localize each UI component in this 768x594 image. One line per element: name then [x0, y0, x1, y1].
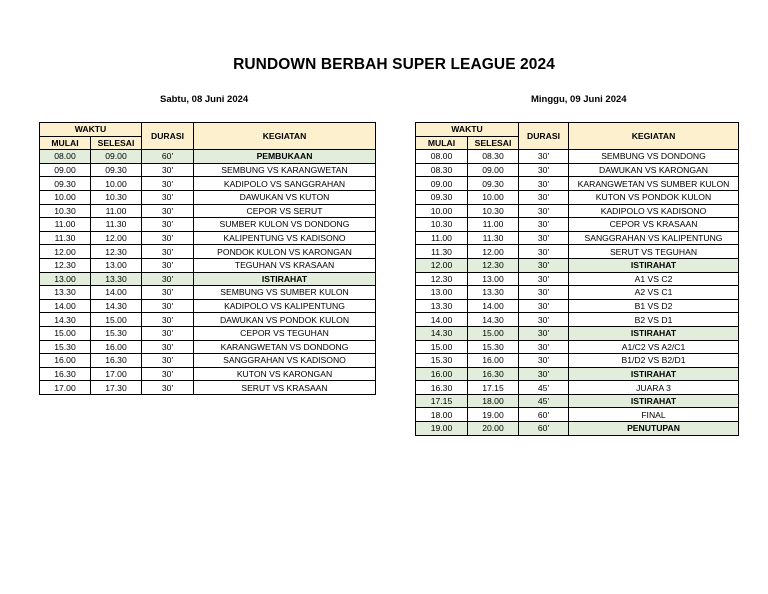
selesai-cell: 11.30 — [468, 231, 519, 245]
selesai-cell: 13.00 — [468, 272, 519, 286]
table-row — [40, 354, 376, 368]
mulai-cell: 10.00 — [40, 190, 91, 204]
selesai-cell: 16.00 — [468, 354, 519, 368]
selesai-cell: 12.00 — [468, 245, 519, 259]
kegiatan-cell: A1 VS C2 — [569, 272, 739, 286]
selesai-cell: 09.30 — [91, 163, 142, 177]
table-row — [40, 272, 376, 286]
kegiatan-cell: ISTIRAHAT — [569, 367, 739, 381]
selesai-cell: 12.30 — [468, 258, 519, 272]
table-row — [40, 218, 376, 232]
durasi-cell: 30' — [142, 367, 194, 381]
durasi-cell: 30' — [142, 204, 194, 218]
mulai-cell: 15.00 — [40, 326, 91, 340]
durasi-header: DURASI — [519, 123, 569, 150]
table-row — [40, 190, 376, 204]
selesai-cell: 13.30 — [91, 272, 142, 286]
table-row — [40, 313, 376, 327]
durasi-cell: 30' — [519, 177, 569, 191]
kegiatan-cell: TEGUHAN VS KRASAAN — [194, 258, 376, 272]
selesai-cell: 15.00 — [91, 313, 142, 327]
mulai-cell: 16.00 — [40, 354, 91, 368]
selesai-cell: 11.30 — [91, 218, 142, 232]
durasi-cell: 30' — [519, 367, 569, 381]
kegiatan-cell: KUTON VS KARONGAN — [194, 367, 376, 381]
selesai-cell: 17.15 — [468, 381, 519, 395]
selesai-cell: 20.00 — [468, 422, 519, 436]
kegiatan-cell: PENUTUPAN — [569, 422, 739, 436]
selesai-cell: 16.30 — [91, 354, 142, 368]
mulai-cell: 11.30 — [416, 245, 468, 259]
selesai-cell: 12.30 — [91, 245, 142, 259]
kegiatan-cell: KARANGWETAN VS DONDONG — [194, 340, 376, 354]
kegiatan-cell: SEMBUNG VS KARANGWETAN — [194, 163, 376, 177]
table-row — [416, 204, 739, 218]
day1-table-body — [40, 150, 376, 395]
mulai-cell: 14.00 — [40, 299, 91, 313]
selesai-cell: 14.00 — [91, 286, 142, 300]
durasi-cell: 45' — [519, 394, 569, 408]
mulai-cell: 11.00 — [416, 231, 468, 245]
durasi-cell: 30' — [519, 204, 569, 218]
selesai-cell: 13.00 — [91, 258, 142, 272]
selesai-cell: 09.30 — [468, 177, 519, 191]
kegiatan-cell: DAWUKAN VS KUTON — [194, 190, 376, 204]
table-row — [416, 286, 739, 300]
durasi-cell: 60' — [142, 150, 194, 164]
table-row — [40, 245, 376, 259]
durasi-cell: 30' — [519, 340, 569, 354]
kegiatan-cell: KUTON VS PONDOK KULON — [569, 190, 739, 204]
durasi-cell: 30' — [142, 258, 194, 272]
mulai-cell: 09.00 — [40, 163, 91, 177]
selesai-cell: 08.30 — [468, 150, 519, 164]
mulai-cell: 15.00 — [416, 340, 468, 354]
day1-date: Sabtu, 08 Juni 2024 — [160, 94, 249, 105]
kegiatan-cell: CEPOR VS KRASAAN — [569, 218, 739, 232]
durasi-cell: 30' — [142, 245, 194, 259]
table-row — [416, 313, 739, 327]
durasi-cell: 30' — [142, 381, 194, 395]
mulai-cell: 12.30 — [40, 258, 91, 272]
mulai-cell: 16.30 — [40, 367, 91, 381]
selesai-cell: 09.00 — [91, 150, 142, 164]
kegiatan-cell: B2 VS D1 — [569, 313, 739, 327]
table-row — [416, 231, 739, 245]
durasi-cell: 30' — [519, 326, 569, 340]
table-row — [416, 367, 739, 381]
mulai-cell: 16.30 — [416, 381, 468, 395]
mulai-cell: 13.30 — [40, 286, 91, 300]
mulai-cell: 08.00 — [40, 150, 91, 164]
mulai-header: MULAI — [416, 136, 468, 150]
kegiatan-cell: ISTIRAHAT — [569, 326, 739, 340]
table-row — [40, 381, 376, 395]
table-row — [40, 367, 376, 381]
mulai-cell: 08.30 — [416, 163, 468, 177]
kegiatan-cell: KARANGWETAN VS SUMBER KULON — [569, 177, 739, 191]
waktu-header: WAKTU — [40, 123, 142, 137]
table-header-row — [40, 123, 376, 137]
mulai-cell: 19.00 — [416, 422, 468, 436]
kegiatan-cell: SERUT VS TEGUHAN — [569, 245, 739, 259]
table-row — [416, 408, 739, 422]
kegiatan-cell: CEPOR VS TEGUHAN — [194, 326, 376, 340]
kegiatan-cell: KALIPENTUNG VS KADISONO — [194, 231, 376, 245]
table-row — [416, 340, 739, 354]
mulai-cell: 11.30 — [40, 231, 91, 245]
mulai-cell: 15.30 — [40, 340, 91, 354]
table-row — [40, 177, 376, 191]
kegiatan-cell: DAWUKAN VS PONDOK KULON — [194, 313, 376, 327]
mulai-cell: 14.00 — [416, 313, 468, 327]
waktu-header: WAKTU — [416, 123, 519, 137]
durasi-cell: 30' — [142, 354, 194, 368]
durasi-cell: 30' — [519, 258, 569, 272]
mulai-cell: 17.15 — [416, 394, 468, 408]
table-row — [416, 218, 739, 232]
mulai-cell: 12.00 — [40, 245, 91, 259]
selesai-header: SELESAI — [468, 136, 519, 150]
mulai-cell: 13.30 — [416, 299, 468, 313]
mulai-cell: 16.00 — [416, 367, 468, 381]
kegiatan-cell: B1 VS D2 — [569, 299, 739, 313]
page-title: RUNDOWN BERBAH SUPER LEAGUE 2024 — [233, 56, 555, 73]
table-row — [416, 326, 739, 340]
kegiatan-cell: DAWUKAN VS KARONGAN — [569, 163, 739, 177]
mulai-cell: 13.00 — [40, 272, 91, 286]
kegiatan-cell: CEPOR VS SERUT — [194, 204, 376, 218]
mulai-cell: 08.00 — [416, 150, 468, 164]
selesai-cell: 10.00 — [468, 190, 519, 204]
table-row — [40, 150, 376, 164]
durasi-cell: 30' — [142, 340, 194, 354]
mulai-cell: 13.00 — [416, 286, 468, 300]
selesai-cell: 17.00 — [91, 367, 142, 381]
durasi-cell: 30' — [519, 272, 569, 286]
table-row — [416, 245, 739, 259]
durasi-cell: 30' — [142, 326, 194, 340]
table-row — [40, 258, 376, 272]
durasi-cell: 30' — [519, 286, 569, 300]
durasi-cell: 30' — [519, 299, 569, 313]
table-row — [40, 286, 376, 300]
mulai-cell: 11.00 — [40, 218, 91, 232]
durasi-cell: 30' — [519, 218, 569, 232]
selesai-cell: 16.00 — [91, 340, 142, 354]
mulai-cell: 10.30 — [40, 204, 91, 218]
selesai-cell: 09.00 — [468, 163, 519, 177]
kegiatan-cell: KADIPOLO VS KALIPENTUNG — [194, 299, 376, 313]
selesai-cell: 19.00 — [468, 408, 519, 422]
selesai-cell: 14.30 — [468, 313, 519, 327]
table-row — [416, 394, 739, 408]
selesai-cell: 11.00 — [91, 204, 142, 218]
day2-schedule-table — [415, 122, 739, 436]
kegiatan-cell: PEMBUKAAN — [194, 150, 376, 164]
mulai-cell: 17.00 — [40, 381, 91, 395]
durasi-cell: 30' — [519, 190, 569, 204]
durasi-cell: 30' — [142, 272, 194, 286]
selesai-cell: 10.30 — [468, 204, 519, 218]
mulai-cell: 09.30 — [40, 177, 91, 191]
selesai-cell: 11.00 — [468, 218, 519, 232]
kegiatan-cell: SEMBUNG VS SUMBER KULON — [194, 286, 376, 300]
day1-schedule-table — [39, 122, 376, 395]
kegiatan-cell: SEMBUNG VS DONDONG — [569, 150, 739, 164]
mulai-cell: 14.30 — [40, 313, 91, 327]
mulai-cell: 10.30 — [416, 218, 468, 232]
kegiatan-cell: SANGGRAHAN VS KALIPENTUNG — [569, 231, 739, 245]
selesai-cell: 13.30 — [468, 286, 519, 300]
table-row — [40, 299, 376, 313]
table-header-row — [416, 123, 739, 137]
durasi-cell: 30' — [519, 245, 569, 259]
kegiatan-header: KEGIATAN — [194, 123, 376, 150]
selesai-cell: 17.30 — [91, 381, 142, 395]
kegiatan-cell: SUMBER KULON VS DONDONG — [194, 218, 376, 232]
selesai-cell: 14.00 — [468, 299, 519, 313]
durasi-cell: 45' — [519, 381, 569, 395]
durasi-cell: 30' — [142, 231, 194, 245]
kegiatan-cell: KADIPOLO VS KADISONO — [569, 204, 739, 218]
durasi-cell: 30' — [142, 286, 194, 300]
mulai-cell: 14.30 — [416, 326, 468, 340]
mulai-cell: 09.30 — [416, 190, 468, 204]
mulai-cell: 12.30 — [416, 272, 468, 286]
table-row — [416, 299, 739, 313]
table-row — [40, 204, 376, 218]
table-row — [416, 381, 739, 395]
table-row — [416, 163, 739, 177]
selesai-cell: 18.00 — [468, 394, 519, 408]
kegiatan-cell: ISTIRAHAT — [194, 272, 376, 286]
kegiatan-cell: SERUT VS KRASAAN — [194, 381, 376, 395]
selesai-cell: 10.00 — [91, 177, 142, 191]
mulai-cell: 18.00 — [416, 408, 468, 422]
kegiatan-cell: KADIPOLO VS SANGGRAHAN — [194, 177, 376, 191]
selesai-header: SELESAI — [91, 136, 142, 150]
durasi-cell: 30' — [142, 190, 194, 204]
table-row — [416, 177, 739, 191]
durasi-cell: 30' — [142, 163, 194, 177]
day2-date: Minggu, 09 Juni 2024 — [531, 94, 627, 105]
kegiatan-cell: ISTIRAHAT — [569, 394, 739, 408]
selesai-cell: 15.30 — [91, 326, 142, 340]
kegiatan-cell: A2 VS C1 — [569, 286, 739, 300]
durasi-cell: 30' — [142, 177, 194, 191]
selesai-cell: 15.30 — [468, 340, 519, 354]
mulai-cell: 15.30 — [416, 354, 468, 368]
kegiatan-cell: PONDOK KULON VS KARONGAN — [194, 245, 376, 259]
durasi-cell: 30' — [142, 313, 194, 327]
table-row — [40, 231, 376, 245]
durasi-cell: 60' — [519, 408, 569, 422]
durasi-header: DURASI — [142, 123, 194, 150]
mulai-cell: 10.00 — [416, 204, 468, 218]
kegiatan-header: KEGIATAN — [569, 123, 739, 150]
table-row — [416, 272, 739, 286]
durasi-cell: 30' — [519, 150, 569, 164]
table-row — [416, 258, 739, 272]
mulai-cell: 12.00 — [416, 258, 468, 272]
table-row — [416, 150, 739, 164]
table-row — [40, 326, 376, 340]
durasi-cell: 30' — [519, 231, 569, 245]
mulai-header: MULAI — [40, 136, 91, 150]
table-row — [416, 190, 739, 204]
kegiatan-cell: B1/D2 VS B2/D1 — [569, 354, 739, 368]
kegiatan-cell: SANGGRAHAN VS KADISONO — [194, 354, 376, 368]
selesai-cell: 15.00 — [468, 326, 519, 340]
durasi-cell: 30' — [519, 163, 569, 177]
kegiatan-cell: JUARA 3 — [569, 381, 739, 395]
selesai-cell: 14.30 — [91, 299, 142, 313]
durasi-cell: 30' — [519, 354, 569, 368]
table-row — [40, 340, 376, 354]
durasi-cell: 60' — [519, 422, 569, 436]
durasi-cell: 30' — [142, 299, 194, 313]
durasi-cell: 30' — [142, 218, 194, 232]
kegiatan-cell: FINAL — [569, 408, 739, 422]
durasi-cell: 30' — [519, 313, 569, 327]
selesai-cell: 16.30 — [468, 367, 519, 381]
selesai-cell: 10.30 — [91, 190, 142, 204]
kegiatan-cell: ISTIRAHAT — [569, 258, 739, 272]
table-row — [416, 354, 739, 368]
table-row — [40, 163, 376, 177]
mulai-cell: 09.00 — [416, 177, 468, 191]
day2-table-body — [416, 150, 739, 435]
selesai-cell: 12.00 — [91, 231, 142, 245]
kegiatan-cell: A1/C2 VS A2/C1 — [569, 340, 739, 354]
table-row — [416, 422, 739, 436]
